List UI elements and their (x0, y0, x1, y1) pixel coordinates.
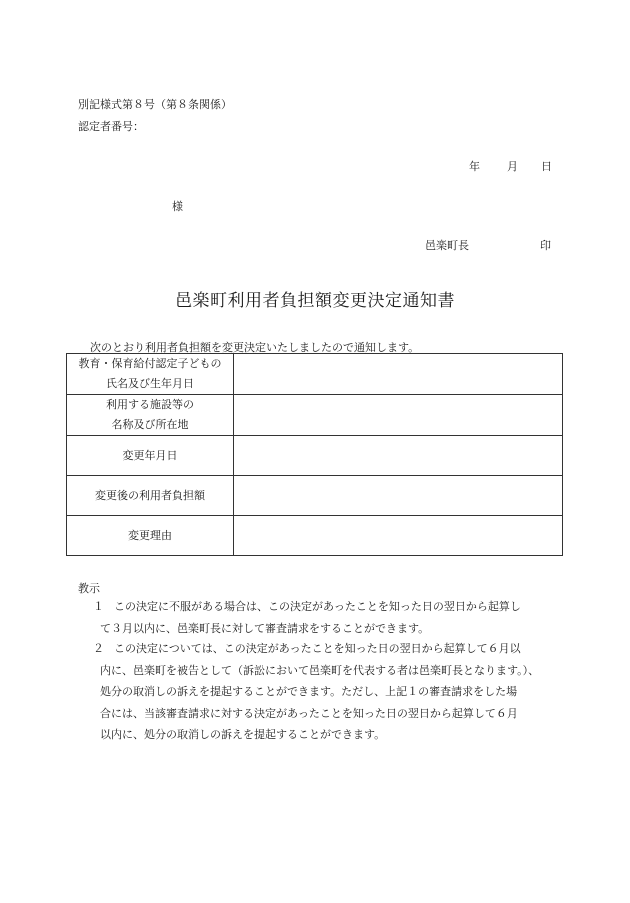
certification-number-label: 認定者番号： (78, 120, 144, 133)
sender-title: 邑楽町長 (425, 239, 469, 252)
seal-mark: 印 (540, 239, 551, 252)
date-year-label: 年 (469, 160, 480, 173)
row-label-facility (67, 395, 234, 436)
row-label-reason (67, 516, 234, 556)
row-label-child-name (67, 354, 234, 395)
notice-item-line: 内に、邑楽町を被告として（訴訟において邑楽町を代表する者は邑楽町長となります。）、 (100, 663, 540, 677)
label-line: 変更年月日 (122, 448, 178, 462)
row-label-new-fee (67, 476, 234, 516)
notice-item-line: て３月以内に、邑楽町長に対して審査請求をすることができます。 (100, 621, 430, 635)
table-row (67, 516, 563, 556)
date-day-label: 日 (541, 160, 552, 173)
label-line: 利用する施設等の (106, 398, 194, 411)
notice-item (93, 638, 539, 746)
label-line: 氏名及び生年月日 (106, 377, 194, 390)
notice-item-line: 合には、当該審査請求に対する決定があったことを知った日の翌日から起算して６月 (100, 706, 518, 720)
value-cell-child-name (234, 354, 563, 395)
value-cell-reason (234, 516, 563, 556)
label-line: 変更理由 (128, 528, 172, 542)
label-line: 変更後の利用者負担額 (95, 488, 205, 502)
notice-item-line: この決定については、この決定があったことを知った日の翌日から起算して６月以 (114, 642, 521, 655)
row-label-change-date (67, 436, 234, 476)
value-cell-new-fee (234, 476, 563, 516)
info-table (66, 353, 563, 556)
value-cell-facility (234, 395, 563, 436)
form-number: 別記様式第８号（第８条関係） (78, 98, 232, 111)
value-cell-change-date (234, 436, 563, 476)
notice-item-number: ２ (93, 642, 104, 655)
recipient-honorific: 様 (172, 200, 183, 213)
table-row (67, 395, 563, 436)
notice-item-line: 処分の取消しの訴えを提起することができます。ただし、上記１の審査請求をした場 (100, 685, 518, 698)
notice-heading: 教示 (78, 582, 100, 595)
notice-item-line: 以内に、処分の取消しの訴えを提起することができます。 (100, 728, 386, 741)
notice-item (93, 596, 521, 639)
document-title: 邑楽町利用者負担額変更決定通知書 (175, 291, 455, 311)
table-row (67, 436, 563, 476)
notice-item-line: この決定に不服がある場合は、この決定があったことを知った日の翌日から起算し (114, 600, 521, 613)
label-line: 名称及び所在地 (111, 418, 189, 431)
label-line: 教育・保育給付認定子どもの (78, 357, 222, 370)
table-row (67, 354, 563, 395)
table-row (67, 476, 563, 516)
notice-item-number: １ (93, 600, 104, 613)
intro-text: 次のとおり利用者負担額を変更決定いたしましたので通知します。 (90, 341, 420, 354)
date-month-label: 月 (507, 160, 518, 173)
